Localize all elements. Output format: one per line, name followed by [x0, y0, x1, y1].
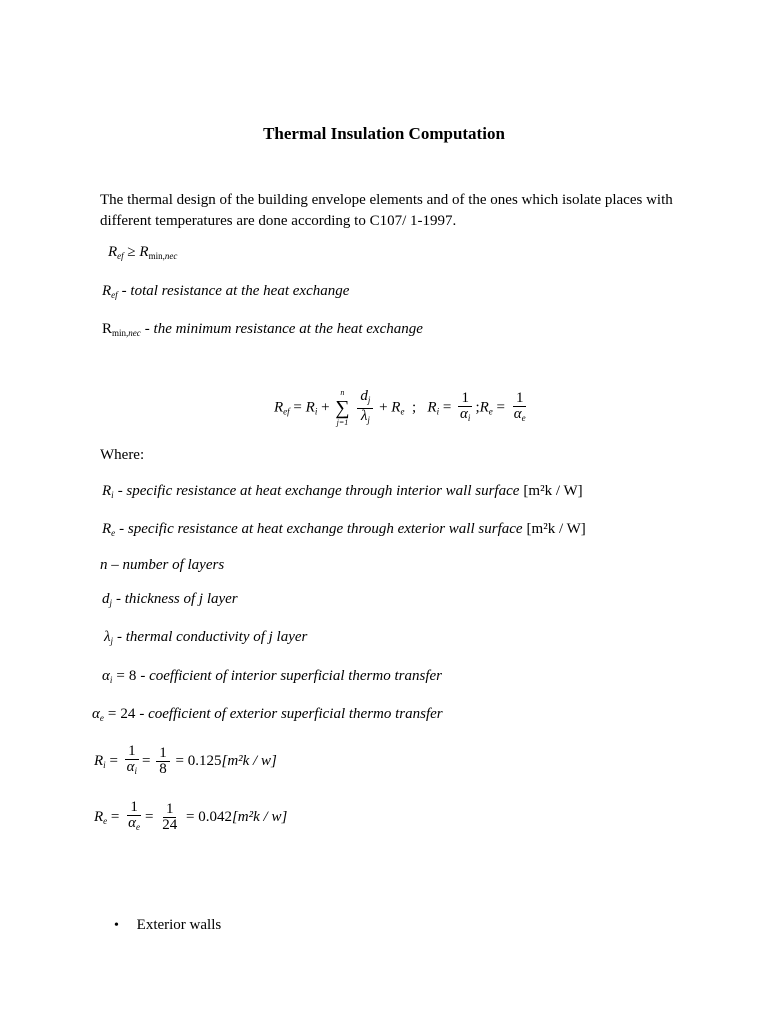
alpha-e-definition: $\alpha_e = 24$ - coefficient of exterior superficial thermo transfer — [92, 706, 443, 723]
bullet-icon: • — [114, 918, 119, 933]
rmin-definition: $R_{min,nec}$ - the minimum resistance at the heat exchange — [102, 321, 423, 338]
page-title: Thermal Insulation Computation — [263, 124, 505, 143]
lambda-definition: $\lambda_j$ - thermal conductivity of j layer — [104, 629, 308, 646]
re-computation: $R_e$ = $\frac{1}{\alpha_e}$ = $\frac{1}{24}$ = 0.042[m²k / w] — [94, 799, 288, 833]
where-label: Where: — [100, 447, 145, 463]
alpha-i-definition: $\alpha_i = 8$ - coefficient of interior superficial thermo transfer — [102, 668, 442, 685]
intro-paragraph: The thermal design of the building envelope elements and of the ones which isolate places with different temperatures are done according to C107/ 1-1997. — [100, 192, 673, 229]
n-definition: n – number of layers — [100, 557, 225, 573]
list-item: • Exterior walls — [114, 917, 222, 933]
ref-definition: $R_{ef}$ - total resistance at the heat exchange — [102, 283, 350, 300]
ri-definition: $R_i$ - specific resistance at heat exchange through interior wall surface [m²k / W] — [102, 483, 583, 500]
total-resistance-formula: $R_{ef} = R_i$ + n ∑ j=1 $\frac{d_j}{\lambda_j}$ + $R_e$ ; $R_i$ = $\frac{1}{\alpha_i}$ $;R_e$ = $\frac{1}{\alpha_e}$ — [274, 387, 526, 427]
re-definition: $R_e$ - specific resistance at heat exchange through exterior wall surface [m²k / W] — [102, 521, 586, 538]
ri-computation: $R_i$ = $\frac{1}{\alpha_i}$ = $\frac{1}{8}$ = 0.125[m²k / w] — [94, 743, 277, 777]
condition-formula: $R_{ef} \ge R_{min,nec}$ — [108, 244, 178, 261]
dj-definition: $d_j$ - thickness of j layer — [102, 591, 238, 608]
